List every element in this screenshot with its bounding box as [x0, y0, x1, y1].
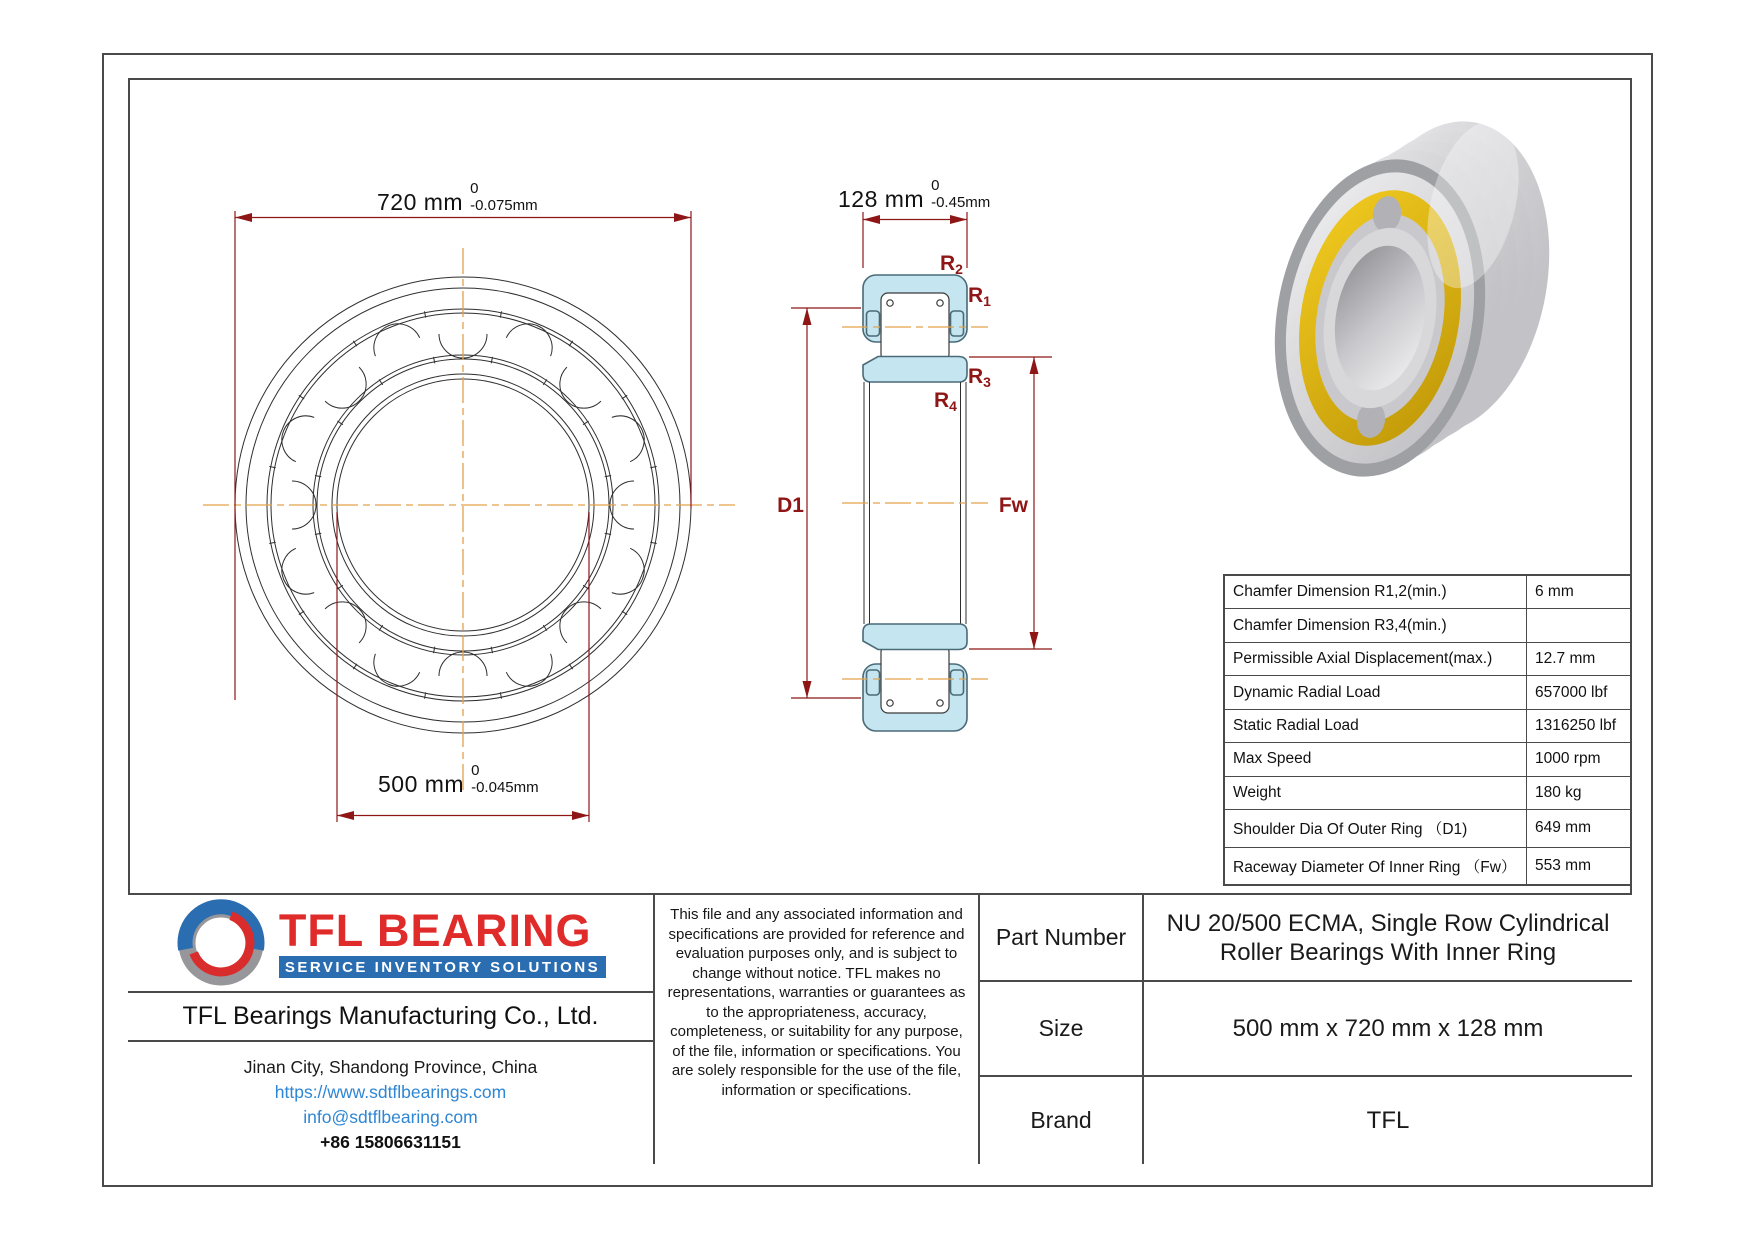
dimension-text-outer: [377, 181, 538, 214]
spec-row-label: Max Speed: [1225, 742, 1527, 775]
spec-row-label: Chamfer Dimension R3,4(min.): [1225, 608, 1527, 641]
part-number-value: NU 20/500 ECMA, Single Row Cylindrical Roller Bearings With Inner Ring: [1166, 909, 1610, 966]
website-link[interactable]: https://www.sdtflbearings.com: [274, 1082, 507, 1102]
label-r2: R2: [940, 252, 963, 277]
logo-cell: [128, 895, 655, 991]
phone-number: +86 15806631151: [320, 1132, 461, 1152]
tolerance: 0 -0.075mm: [470, 180, 538, 214]
disclaimer-text: This file and any associated information and specifications are provided for reference and evaluation purposes only, and is subject to change without notice. TFL makes no representations, warranties or guarantees as to the appropriateness, accuracy, completeness, or suitability for any purpose, of the file, information or specifications. You are solely responsible for the use of the file, information or specifications.: [655, 895, 980, 1164]
email-link[interactable]: info@sdtflbearing.com: [303, 1107, 478, 1127]
part-number-label: Part Number: [980, 895, 1144, 980]
address-line: Jinan City, Shandong Province, China: [243, 1057, 538, 1077]
spec-row-label: Dynamic Radial Load: [1225, 675, 1527, 708]
logo-ring-icon: [175, 897, 267, 989]
brand-value: TFL: [1144, 1075, 1632, 1164]
bearing-3d-group: [1251, 105, 1573, 490]
logo-tagline: SERVICE INVENTORY SOLUTIONS: [279, 956, 606, 978]
dimension-value: 500 mm: [378, 771, 465, 797]
logo-title: TFL BEARING: [278, 905, 592, 956]
company-name: TFL Bearings Manufacturing Co., Ltd.: [128, 991, 655, 1040]
spec-row-value: 649 mm: [1527, 809, 1630, 846]
bearing-3d-image: [1235, 90, 1575, 490]
spec-row-label: Permissible Axial Displacement(max.): [1225, 642, 1527, 675]
spec-row-value: 6 mm: [1535, 583, 1574, 601]
section-view: [842, 275, 988, 731]
label-r4: R4: [934, 389, 957, 414]
dimension-text-width: [838, 178, 990, 211]
spec-row-label: Raceway Diameter Of Inner Ring （Fw）: [1225, 847, 1527, 884]
label-r3: R3: [968, 365, 991, 390]
label-fw: Fw: [998, 494, 1028, 517]
spec-row-label: Static Radial Load: [1225, 709, 1527, 742]
tolerance: 0 -0.45mm: [931, 177, 991, 211]
spec-row-label: Chamfer Dimension R1,2(min.): [1225, 576, 1527, 608]
dimension-text-bore: [378, 763, 539, 796]
company-address-block: [128, 1040, 655, 1164]
spec-row-label: Shoulder Dia Of Outer Ring （D1): [1225, 809, 1527, 846]
label-d1: D1: [777, 494, 804, 517]
dimension-value: 720 mm: [377, 189, 464, 215]
spec-row-value: 657000 lbf: [1527, 675, 1630, 708]
size-value: 500 mm x 720 mm x 128 mm: [1144, 980, 1632, 1075]
spec-row-value: 553 mm: [1527, 847, 1630, 884]
tolerance: 0 -0.045mm: [471, 762, 539, 796]
spec-row-value: 12.7 mm: [1527, 642, 1630, 675]
spec-row-label: Weight: [1225, 776, 1527, 809]
spec-row-value: 1000 rpm: [1527, 742, 1630, 775]
spec-table: [1223, 574, 1632, 886]
size-label: Size: [980, 980, 1144, 1075]
brand-label: Brand: [980, 1075, 1144, 1164]
title-block: [128, 893, 1632, 1162]
front-view-centerlines: [203, 248, 735, 795]
spec-row-value: 180 kg: [1527, 776, 1630, 809]
dimension-value: 128 mm: [838, 186, 925, 212]
spec-row-value: [1527, 608, 1630, 641]
spec-row-value: 1316250 lbf: [1527, 709, 1630, 742]
label-r1: R1: [968, 284, 991, 309]
company-logo: [175, 897, 606, 989]
